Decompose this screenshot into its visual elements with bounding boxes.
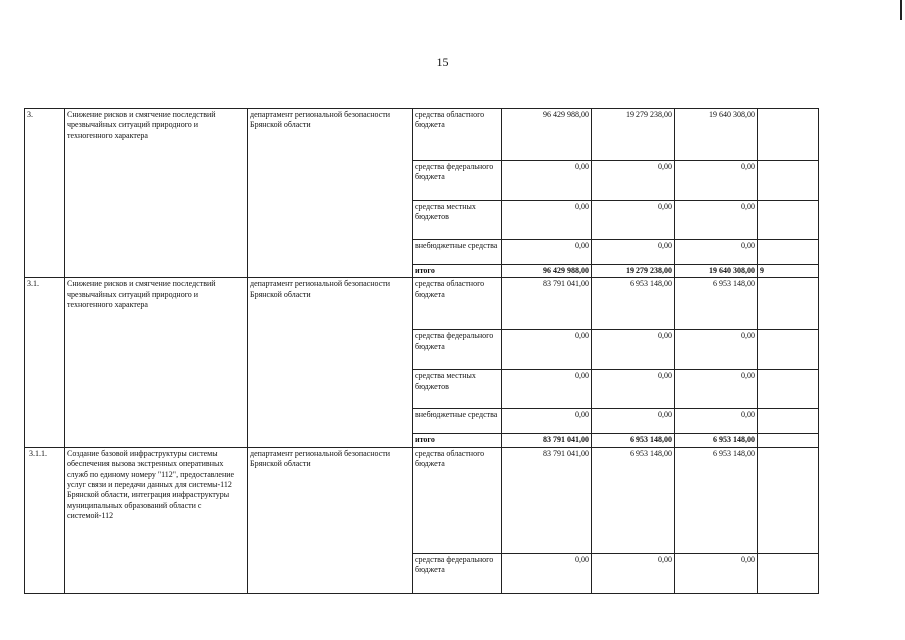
value-year-1: 96 429 988,00 (502, 109, 592, 161)
value-year-2: 19 279 238,00 (592, 109, 675, 161)
total-extra-cell: 9 (758, 265, 819, 278)
total-label: итого (413, 265, 502, 278)
item-number: 3.1.1. (25, 447, 65, 593)
funding-source: средства местных бюджетов (413, 370, 502, 409)
value-year-1: 0,00 (502, 201, 592, 240)
value-year-2: 0,00 (592, 240, 675, 265)
total-year-2: 19 279 238,00 (592, 265, 675, 278)
value-year-2: 6 953 148,00 (592, 278, 675, 330)
value-year-3: 0,00 (675, 553, 758, 593)
value-year-3: 6 953 148,00 (675, 447, 758, 553)
value-year-3: 0,00 (675, 370, 758, 409)
value-year-1: 0,00 (502, 161, 592, 201)
extra-cell (758, 447, 819, 553)
value-year-3: 0,00 (675, 201, 758, 240)
value-year-1: 0,00 (502, 409, 592, 434)
total-extra-cell (758, 434, 819, 447)
value-year-2: 0,00 (592, 370, 675, 409)
value-year-2: 0,00 (592, 553, 675, 593)
item-name: Снижение рисков и смягчение последствий чрезвычайных ситуаций природного и техногенного характера (65, 278, 248, 447)
extra-cell (758, 161, 819, 201)
extra-cell (758, 201, 819, 240)
value-year-3: 19 640 308,00 (675, 109, 758, 161)
extra-cell (758, 370, 819, 409)
value-year-3: 0,00 (675, 161, 758, 201)
value-year-3: 6 953 148,00 (675, 278, 758, 330)
value-year-2: 0,00 (592, 201, 675, 240)
total-year-2: 6 953 148,00 (592, 434, 675, 447)
extra-cell (758, 330, 819, 370)
funding-source: средства областного бюджета (413, 447, 502, 553)
table-row (25, 447, 819, 553)
item-department: департамент региональной безопасности Брянской области (248, 278, 413, 447)
value-year-3: 0,00 (675, 330, 758, 370)
item-number: 3. (25, 109, 65, 278)
funding-source: средства федерального бюджета (413, 330, 502, 370)
value-year-2: 0,00 (592, 409, 675, 434)
item-name: Снижение рисков и смягчение последствий чрезвычайных ситуаций природного и техногенного характера (65, 109, 248, 278)
funding-source: средства областного бюджета (413, 278, 502, 330)
funding-source: внебюджетные средства (413, 240, 502, 265)
total-year-3: 19 640 308,00 (675, 265, 758, 278)
funding-source: средства областного бюджета (413, 109, 502, 161)
funding-source: средства федерального бюджета (413, 553, 502, 593)
item-department: департамент региональной безопасности Брянской области (248, 109, 413, 278)
total-label: итого (413, 434, 502, 447)
value-year-2: 6 953 148,00 (592, 447, 675, 553)
total-year-1: 96 429 988,00 (502, 265, 592, 278)
total-year-3: 6 953 148,00 (675, 434, 758, 447)
table-row (25, 109, 819, 161)
item-name: Создание базовой инфраструктуры системы обеспечения вызова экстренных оперативных служб по единому номеру "112", предоставление услуг связи и передачи данных для системы-112 Брянской области, интеграция инфраструктуры муниципальных образований области с системой-112 (65, 447, 248, 593)
value-year-3: 0,00 (675, 409, 758, 434)
total-year-1: 83 791 041,00 (502, 434, 592, 447)
value-year-1: 0,00 (502, 240, 592, 265)
extra-cell (758, 109, 819, 161)
item-number: 3.1. (25, 278, 65, 447)
value-year-2: 0,00 (592, 161, 675, 201)
value-year-1: 0,00 (502, 370, 592, 409)
extra-cell (758, 553, 819, 593)
value-year-1: 83 791 041,00 (502, 447, 592, 553)
value-year-1: 0,00 (502, 553, 592, 593)
funding-source: внебюджетные средства (413, 409, 502, 434)
budget-table (24, 108, 819, 594)
funding-source: средства федерального бюджета (413, 161, 502, 201)
extra-cell (758, 240, 819, 265)
page-number: 15 (436, 55, 449, 69)
value-year-2: 0,00 (592, 330, 675, 370)
value-year-1: 83 791 041,00 (502, 278, 592, 330)
extra-cell (758, 409, 819, 434)
scan-edge-mark (900, 0, 902, 20)
extra-cell (758, 278, 819, 330)
funding-source: средства местных бюджетов (413, 201, 502, 240)
value-year-3: 0,00 (675, 240, 758, 265)
value-year-1: 0,00 (502, 330, 592, 370)
item-department: департамент региональной безопасности Брянской области (248, 447, 413, 593)
table-row (25, 278, 819, 330)
